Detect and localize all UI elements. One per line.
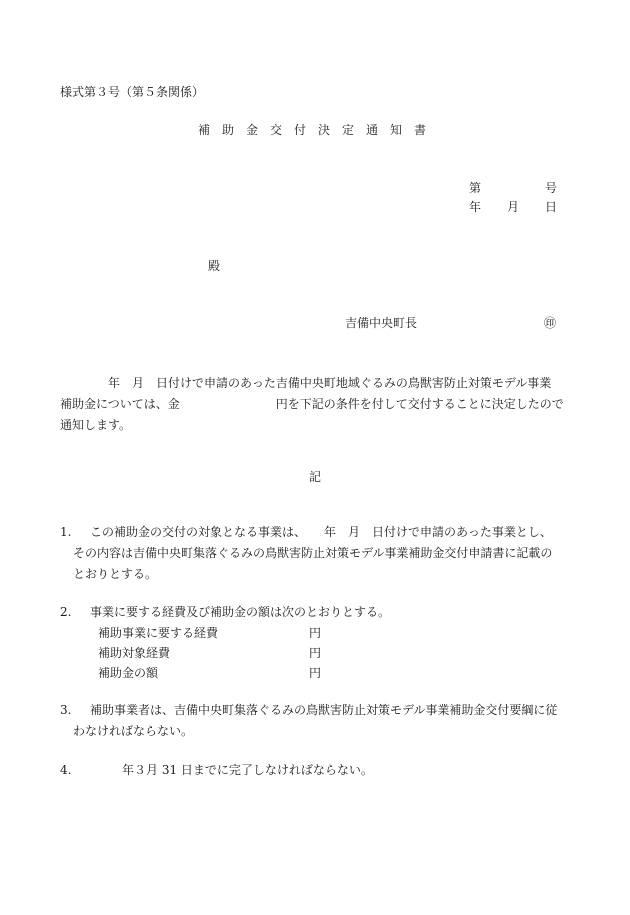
item-number: 3. xyxy=(60,703,72,717)
item-1-continuation xyxy=(73,543,552,585)
doc-number-prefix: 第 xyxy=(469,181,482,195)
doc-number-suffix: 号 xyxy=(545,181,558,195)
body-line: 年 月 日付けで申請のあった吉備中央町地域ぐるみの鳥獣害防止対策モデル事業 xyxy=(60,376,552,390)
item-line: わなければならない。 xyxy=(73,724,194,738)
item-line: その内容は吉備中央町集落ぐるみの鳥獣害防止対策モデル事業補助金交付申請書に記載の xyxy=(73,546,553,560)
amount-label: 補助対象経費 xyxy=(98,646,171,660)
amount-unit: 円 xyxy=(309,646,322,660)
item-line: 年３月 31 日までに完了しなければならない。 xyxy=(122,763,373,777)
document-title: 補 助 金 交 付 決 定 通 知 書 xyxy=(198,123,427,137)
item-line: とおりとする。 xyxy=(73,567,158,581)
item-number: 1. xyxy=(60,525,72,539)
ki-heading: 記 xyxy=(309,470,322,484)
item-number: 4. xyxy=(60,763,72,777)
body-line: 補助金については、金 円を下記の条件を付して交付することに決定したので xyxy=(60,397,564,411)
body-line: 通知します。 xyxy=(60,418,132,432)
addressee-suffix: 殿 xyxy=(208,259,221,273)
date-month: 月 xyxy=(507,200,520,214)
item-number: 2. xyxy=(60,605,72,619)
form-label: 様式第３号（第５条関係） xyxy=(60,85,205,99)
item-line: 補助事業者は、吉備中央町集落ぐるみの鳥獣害防止対策モデル事業補助金交付要綱に従 xyxy=(90,703,558,717)
issuer-name: 吉備中央町長 xyxy=(345,316,418,330)
amount-label: 補助事業に要する経費 xyxy=(98,626,219,640)
amount-unit: 円 xyxy=(309,666,322,680)
date-year: 年 xyxy=(469,200,482,214)
item-1-text xyxy=(90,522,552,543)
date-day: 日 xyxy=(545,200,558,214)
item-line: 事業に要する経費及び補助金の額は次のとおりとする。 xyxy=(90,605,391,619)
amount-label: 補助金の額 xyxy=(98,666,159,680)
body-paragraph xyxy=(60,373,580,436)
item-line: この補助金の交付の対象となる事業は、 年 月 日付けで申請のあった事業とし、 xyxy=(90,525,552,539)
seal-mark: ㊞ xyxy=(544,316,557,330)
amount-unit: 円 xyxy=(309,626,322,640)
